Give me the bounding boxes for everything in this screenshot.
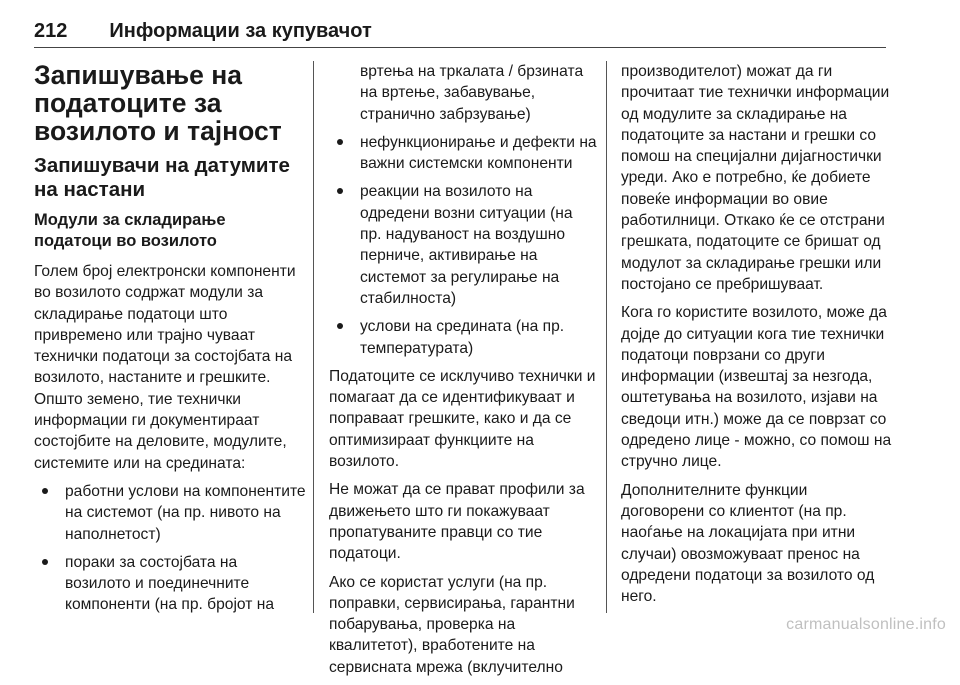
column-divider (606, 61, 607, 613)
list-item: пораки за состојбата на возилото и поединечните компоненти (на пр. бројот на (34, 552, 306, 616)
watermark: carmanualsonline.info (786, 616, 946, 633)
column-3 (621, 61, 893, 614)
paragraph: Голем број електронски компоненти во возилото содржат модули за складирање податоци што привремено или трајно чуваат технички податоци за состојбата на возилото, настаните и грешките. Општо земено, тие технички информации ги документираат состојбите на деловите, модулите, системите или на средината: (34, 263, 296, 472)
paragraph: Дополнителните функции договорени со клиентот (на пр. наоѓање на локацијата при итни случаи) овозможуваат пренос на одредени податоци за возилото од него. (621, 481, 875, 606)
bullet-list (329, 61, 597, 359)
sub-subsection-heading: Модули за складирање податоци во возилото (34, 211, 226, 250)
column-2 (329, 61, 597, 685)
page-number: 212 (34, 20, 68, 42)
paragraph: производителот) можат да ги прочитаат тие технички информации од модулите за складирање на податоците за настани и грешки со помош на специјални дијагностички уреди. Ако е потребно, ќе добиете повеќе информации во овие работилници. Откако ќе се отстрани грешката, податоците се бришат од модулот за складирање грешки или постојано се пребришуваат. (621, 63, 890, 293)
list-item: реакции на возилото на одредени возни ситуации (на пр. надуваност на воздушно перниче, активирање на системот за регулирање на стабилноста) (329, 181, 597, 309)
paragraph: Кога го користите возилото, може да дојде до ситуации кога тие технички податоци поврзани со други информации (извештај за незгода, оштетувања на возилото, изјави на сведоци итн.) може да се поврзат со одредено лице - можно, со помош на стручно лице. (621, 304, 892, 471)
column-divider (313, 61, 314, 613)
paragraph: Не можат да се прават профили за движењето што ги покажуваат пропатуваните правци со тие податоци. (329, 481, 585, 563)
subsection-heading: Запишувачи на датумите на настани (34, 154, 290, 201)
section-heading: Запишување на податоците за возилото и тајност (34, 60, 282, 146)
list-item-continued: вртења на тркалата / брзината на вртење, забавување, странично забрзување) (360, 63, 584, 123)
page-header (34, 18, 886, 48)
bullet-list (34, 481, 306, 616)
list-item: услови на средината (на пр. температурата) (329, 316, 597, 359)
list-item: работни услови на компонентите на системот (на пр. нивото на наполнетост) (34, 481, 306, 545)
list-item: нефункционирање и дефекти на важни системски компоненти (329, 132, 597, 175)
chapter-title: Информации за купувачот (109, 20, 372, 42)
column-1 (34, 61, 306, 623)
paragraph: Ако се користат услуги (на пр. поправки, сервисирања, гарантни побарувања, проверка на квалитетот), вработените на сервисната мрежа (вклучително (329, 573, 575, 676)
paragraph: Податоците се исклучиво технички и помагаат да се идентификуваат и поправаат грешките, како и да се оптимизираат функциите на возилото. (329, 367, 596, 471)
